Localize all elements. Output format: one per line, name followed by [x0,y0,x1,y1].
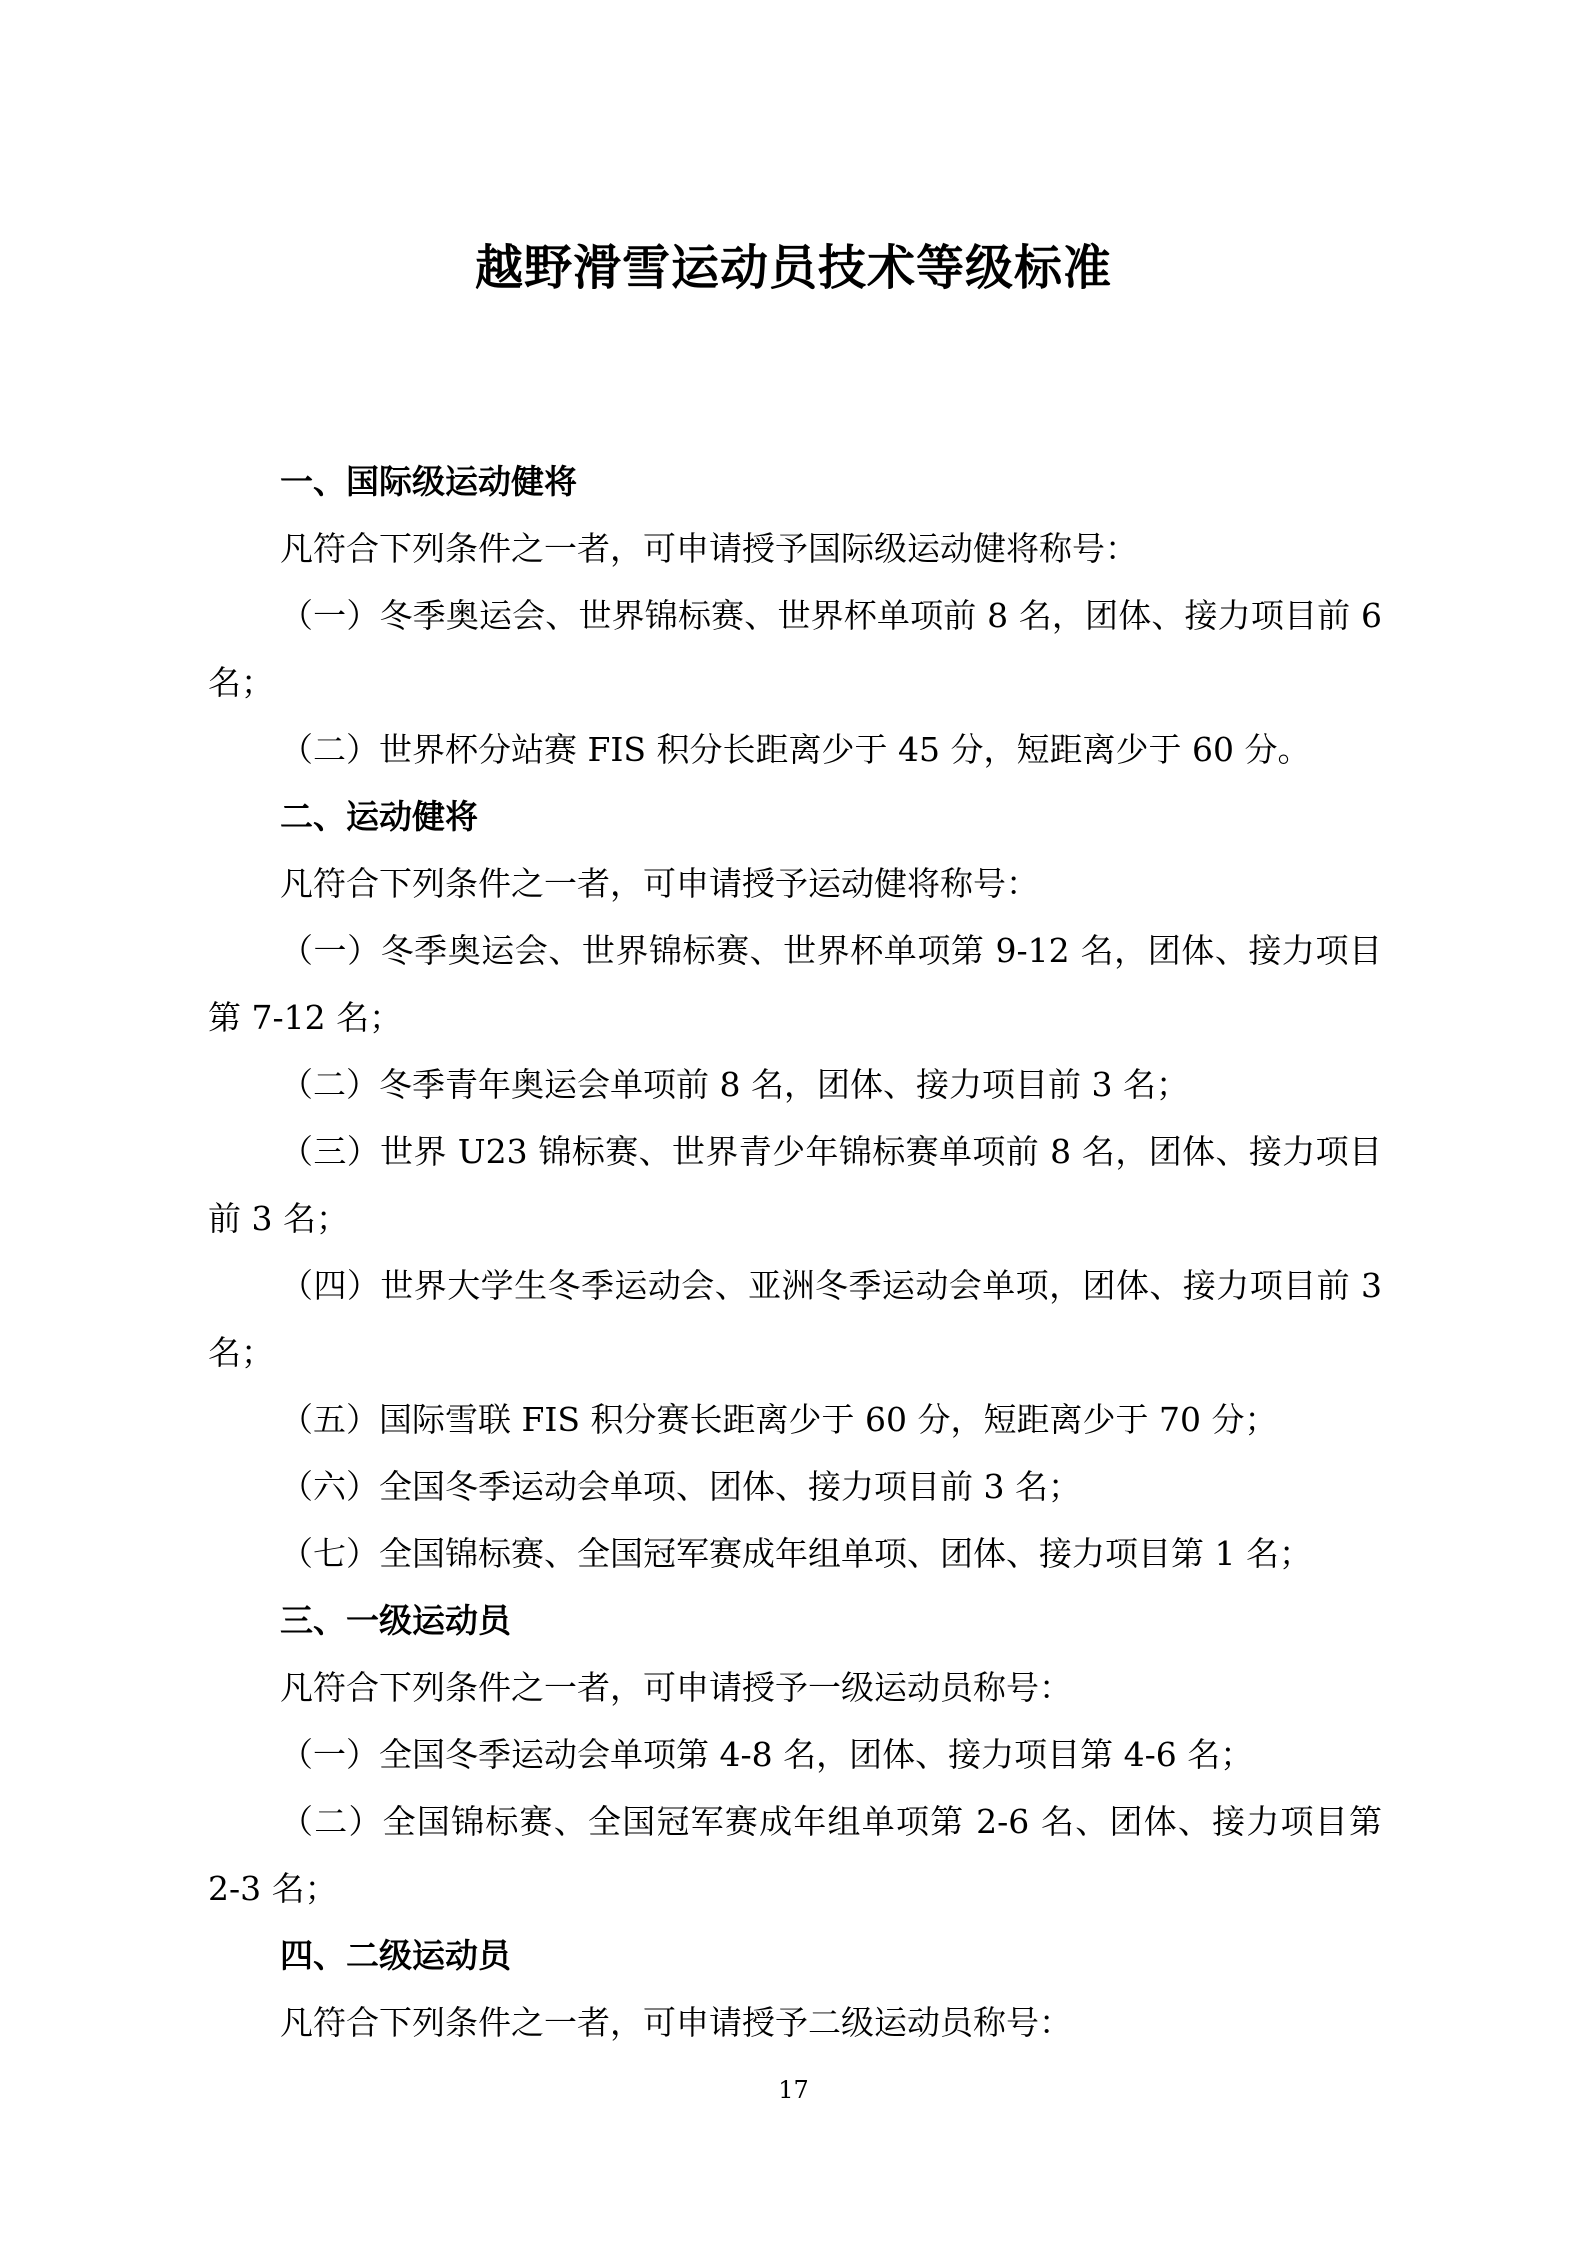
section-intro: 凡符合下列条件之一者，可申请授予一级运动员称号： [280,1668,1072,1707]
criteria-item: （一）全国冬季运动会单项第 4-8 名，团体、接力项目第 4-6 名； [280,1735,1254,1774]
document-body [208,448,1382,2056]
criteria-item: （一）冬季奥运会、世界锦标赛、世界杯单项前 8 名，团体、接力项目前 6 名； [208,596,1382,702]
page-number: 17 [778,2076,809,2104]
section-heading: 三、一级运动员 [280,1601,511,1640]
criteria-item: （二）冬季青年奥运会单项前 8 名，团体、接力项目前 3 名； [280,1065,1189,1104]
section-intro: 凡符合下列条件之一者，可申请授予国际级运动健将称号： [280,529,1138,568]
criteria-item: （四）世界大学生冬季运动会、亚洲冬季运动会单项，团体、接力项目前 3 名； [208,1266,1382,1372]
section-intro: 凡符合下列条件之一者，可申请授予二级运动员称号： [280,2003,1072,2042]
criteria-item: （一）冬季奥运会、世界锦标赛、世界杯单项第 9-12 名，团体、接力项目第 7-12 名； [208,931,1382,1037]
criteria-item: （七）全国锦标赛、全国冠军赛成年组单项、团体、接力项目第 1 名； [280,1534,1312,1573]
criteria-item: （五）国际雪联 FIS 积分赛长距离少于 60 分，短距离少于 70 分； [280,1400,1278,1439]
criteria-item: （二）世界杯分站赛 FIS 积分长距离少于 45 分，短距离少于 60 分。 [280,730,1311,769]
criteria-item: （二）全国锦标赛、全国冠军赛成年组单项第 2-6 名、团体、接力项目第 2-3 名； [208,1802,1382,1908]
section-intro: 凡符合下列条件之一者，可申请授予运动健将称号： [280,864,1039,903]
section-heading: 二、运动健将 [280,797,478,836]
section-heading: 四、二级运动员 [280,1936,511,1975]
document-title: 越野滑雪运动员技术等级标准 [474,240,1112,296]
criteria-item: （三）世界 U23 锦标赛、世界青少年锦标赛单项前 8 名，团体、接力项目前 3 名； [208,1132,1382,1238]
section-heading: 一、国际级运动健将 [280,462,577,501]
criteria-item: （六）全国冬季运动会单项、团体、接力项目前 3 名； [280,1467,1081,1506]
